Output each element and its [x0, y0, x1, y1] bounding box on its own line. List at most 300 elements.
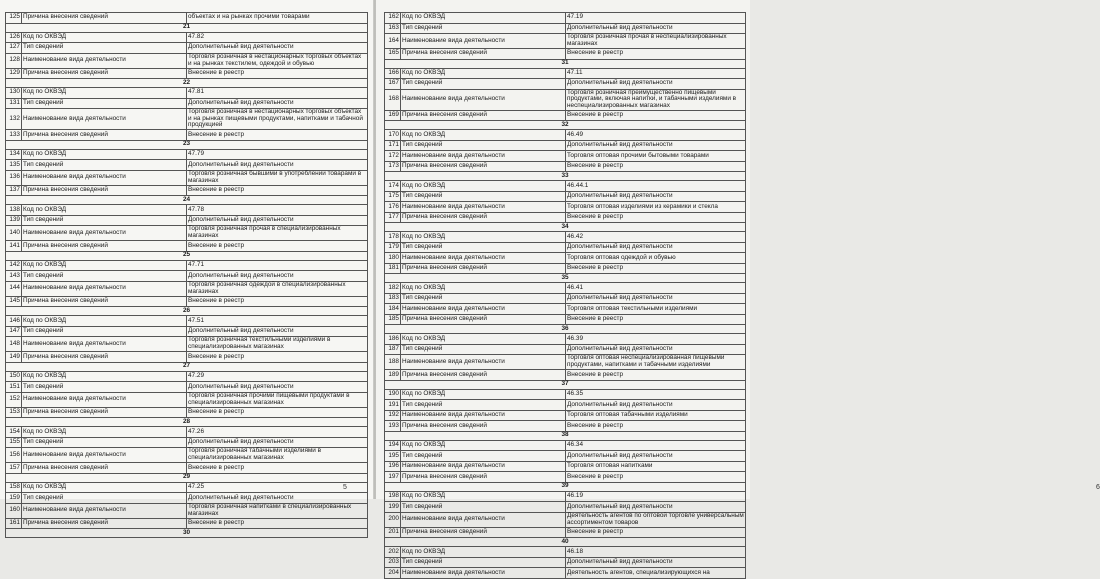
- field-value: Внесение в реестр: [566, 421, 746, 432]
- table-row: [385, 191, 746, 202]
- field-value: Внесение в реестр: [566, 527, 746, 538]
- field-label: Причина внесения сведений: [22, 241, 187, 252]
- field-label: Код по ОКВЭД: [22, 316, 187, 327]
- row-number: 170: [385, 130, 401, 141]
- field-label: Наименование вида деятельности: [22, 448, 187, 463]
- section-header-row: [6, 23, 368, 32]
- row-number: 185: [385, 314, 401, 325]
- row-number: 149: [6, 352, 22, 363]
- section-header-row: [385, 274, 746, 283]
- table-row: [385, 314, 746, 325]
- field-value: Дополнительный вид деятельности: [187, 326, 368, 337]
- section-header-row: [385, 223, 746, 232]
- table-row: [385, 202, 746, 213]
- table-row: [6, 427, 368, 438]
- field-value: Торговля розничная текстильными изделиями в специализированных магазинах: [187, 337, 368, 352]
- field-label: Тип сведений: [401, 400, 566, 411]
- field-label: Причина внесения сведений: [22, 352, 187, 363]
- field-label: Причина внесения сведений: [401, 49, 566, 60]
- table-row: [385, 232, 746, 243]
- field-label: Код по ОКВЭД: [22, 32, 187, 43]
- section-number: 34: [385, 223, 746, 232]
- field-value: 47.51: [187, 316, 368, 327]
- table-row: [385, 410, 746, 421]
- field-value: Дополнительный вид деятельности: [566, 191, 746, 202]
- table-row: [6, 241, 368, 252]
- table-row: [6, 326, 368, 337]
- field-label: Наименование вида деятельности: [401, 410, 566, 421]
- row-number: 142: [6, 260, 22, 271]
- field-value: 47.81: [187, 88, 368, 99]
- row-number: 161: [6, 518, 22, 529]
- row-number: 181: [385, 263, 401, 274]
- row-number: 184: [385, 304, 401, 315]
- row-number: 168: [385, 89, 401, 110]
- field-label: Тип сведений: [22, 382, 187, 393]
- table-row: [385, 400, 746, 411]
- table-row: [6, 448, 368, 463]
- section-number: 36: [385, 325, 746, 334]
- row-number: 204: [385, 568, 401, 579]
- page-left: [0, 0, 374, 536]
- row-number: 140: [6, 226, 22, 241]
- table-row: [6, 407, 368, 418]
- row-number: 136: [6, 170, 22, 185]
- field-label: Код по ОКВЭД: [401, 181, 566, 192]
- field-label: Наименование вида деятельности: [401, 461, 566, 472]
- table-row: [385, 151, 746, 162]
- row-number: 164: [385, 34, 401, 49]
- field-label: Тип сведений: [22, 215, 187, 226]
- field-label: Тип сведений: [401, 191, 566, 202]
- field-label: Наименование вида деятельности: [22, 281, 187, 296]
- field-label: Код по ОКВЭД: [401, 283, 566, 294]
- row-number: 191: [385, 400, 401, 411]
- field-value: Внесение в реестр: [187, 352, 368, 363]
- row-number: 145: [6, 296, 22, 307]
- table-row: [385, 68, 746, 79]
- field-label: Тип сведений: [401, 23, 566, 34]
- field-value: Дополнительный вид деятельности: [566, 140, 746, 151]
- row-number: 146: [6, 316, 22, 327]
- field-value: Торговля оптовая изделиями из керамики и стекла: [566, 202, 746, 213]
- field-value: Внесение в реестр: [566, 370, 746, 381]
- section-header-row: [6, 251, 368, 260]
- row-number: 130: [6, 88, 22, 99]
- field-label: Тип сведений: [401, 451, 566, 462]
- row-number: 150: [6, 371, 22, 382]
- field-value: Торговля оптовая неспециализированная пищевыми продуктами, напитками и табачными изделиями: [566, 355, 746, 370]
- table-row: [385, 49, 746, 60]
- field-value: Внесение в реестр: [566, 472, 746, 483]
- table-row: [385, 140, 746, 151]
- table-row: [385, 547, 746, 558]
- page-number: 5: [343, 484, 347, 491]
- field-value: Дополнительный вид деятельности: [566, 23, 746, 34]
- field-value: 46.42: [566, 232, 746, 243]
- field-value: Дополнительный вид деятельности: [566, 451, 746, 462]
- field-value: 46.18: [566, 547, 746, 558]
- row-number: 158: [6, 482, 22, 493]
- row-number: 192: [385, 410, 401, 421]
- field-value: Торговля розничная прочая в неспециализированных магазинах: [566, 34, 746, 49]
- field-value: Дополнительный вид деятельности: [187, 160, 368, 171]
- section-header-row: [6, 140, 368, 149]
- field-value: Внесение в реестр: [187, 130, 368, 141]
- field-label: Код по ОКВЭД: [401, 389, 566, 400]
- row-number: 154: [6, 427, 22, 438]
- section-number: 27: [6, 362, 368, 371]
- section-header-row: [6, 307, 368, 316]
- field-label: Тип сведений: [401, 242, 566, 253]
- row-number: 162: [385, 13, 401, 24]
- table-row: [385, 491, 746, 502]
- field-value: 47.78: [187, 205, 368, 216]
- field-label: Причина внесения сведений: [401, 212, 566, 223]
- field-label: Код по ОКВЭД: [401, 547, 566, 558]
- row-number: 147: [6, 326, 22, 337]
- section-header-row: [6, 529, 368, 538]
- field-label: Причина внесения сведений: [401, 314, 566, 325]
- field-label: Причина внесения сведений: [22, 185, 187, 196]
- row-number: 135: [6, 160, 22, 171]
- section-header-row: [6, 196, 368, 205]
- section-number: 25: [6, 251, 368, 260]
- section-number: 22: [6, 79, 368, 88]
- row-number: 178: [385, 232, 401, 243]
- table-row: [385, 344, 746, 355]
- table-row: [6, 130, 368, 141]
- field-value: 46.41: [566, 283, 746, 294]
- field-value: 46.35: [566, 389, 746, 400]
- field-value: 46.39: [566, 334, 746, 345]
- row-number: 198: [385, 491, 401, 502]
- field-value: Деятельность агентов, специализирующихся на: [566, 568, 746, 579]
- row-number: 176: [385, 202, 401, 213]
- field-value: Дополнительный вид деятельности: [566, 79, 746, 90]
- table-row: [385, 527, 746, 538]
- table-row: [6, 482, 368, 493]
- row-number: 131: [6, 98, 22, 109]
- field-label: Наименование вида деятельности: [401, 355, 566, 370]
- row-number: 188: [385, 355, 401, 370]
- field-label: Наименование вида деятельности: [22, 392, 187, 407]
- field-label: Тип сведений: [22, 271, 187, 282]
- row-number: 127: [6, 43, 22, 54]
- field-label: Тип сведений: [401, 344, 566, 355]
- field-value: Внесение в реестр: [187, 296, 368, 307]
- row-number: 160: [6, 503, 22, 518]
- row-number: 141: [6, 241, 22, 252]
- field-value: 47.11: [566, 68, 746, 79]
- row-number: 180: [385, 253, 401, 264]
- field-label: Причина внесения сведений: [22, 463, 187, 474]
- field-value: Внесение в реестр: [566, 314, 746, 325]
- row-number: 134: [6, 149, 22, 160]
- field-value: 46.49: [566, 130, 746, 141]
- field-value: Дополнительный вид деятельности: [566, 400, 746, 411]
- row-number: 155: [6, 437, 22, 448]
- section-header-row: [6, 79, 368, 88]
- field-label: Наименование вида деятельности: [22, 109, 187, 130]
- field-value: 47.79: [187, 149, 368, 160]
- table-row: [385, 181, 746, 192]
- section-header-row: [6, 418, 368, 427]
- field-label: Наименование вида деятельности: [401, 512, 566, 527]
- table-row: [385, 370, 746, 381]
- table-row: [6, 271, 368, 282]
- table-row: [6, 98, 368, 109]
- table-row: [6, 53, 368, 68]
- row-number: 129: [6, 68, 22, 79]
- section-header-row: [6, 473, 368, 482]
- table-row: [6, 215, 368, 226]
- field-value: Торговля розничная прочими пищевыми продуктами в специализированных магазинах: [187, 392, 368, 407]
- field-value: Дополнительный вид деятельности: [187, 43, 368, 54]
- row-number: 179: [385, 242, 401, 253]
- section-number: 35: [385, 274, 746, 283]
- table-row: [6, 382, 368, 393]
- table-row: [385, 334, 746, 345]
- row-number: 143: [6, 271, 22, 282]
- row-number: 175: [385, 191, 401, 202]
- register-table-right: [384, 12, 746, 579]
- field-label: Тип сведений: [22, 98, 187, 109]
- row-number: 196: [385, 461, 401, 472]
- field-value: 47.29: [187, 371, 368, 382]
- section-header-row: [385, 59, 746, 68]
- field-label: Тип сведений: [22, 43, 187, 54]
- row-number: 159: [6, 493, 22, 504]
- table-row: [6, 13, 368, 24]
- row-number: 189: [385, 370, 401, 381]
- row-number: 202: [385, 547, 401, 558]
- section-number: 32: [385, 121, 746, 130]
- table-row: [385, 557, 746, 568]
- field-label: Тип сведений: [22, 326, 187, 337]
- field-label: Наименование вида деятельности: [22, 337, 187, 352]
- field-value: Дополнительный вид деятельности: [566, 502, 746, 513]
- table-row: [6, 160, 368, 171]
- field-label: Код по ОКВЭД: [401, 68, 566, 79]
- row-number: 153: [6, 407, 22, 418]
- row-number: 139: [6, 215, 22, 226]
- row-number: 133: [6, 130, 22, 141]
- field-label: Код по ОКВЭД: [401, 491, 566, 502]
- table-row: [385, 253, 746, 264]
- table-row: [6, 88, 368, 99]
- table-row: [385, 161, 746, 172]
- row-number: 199: [385, 502, 401, 513]
- table-row: [385, 304, 746, 315]
- row-number: 182: [385, 283, 401, 294]
- table-row: [385, 242, 746, 253]
- field-label: Код по ОКВЭД: [401, 334, 566, 345]
- field-label: Тип сведений: [22, 437, 187, 448]
- table-row: [385, 34, 746, 49]
- row-number: 165: [385, 49, 401, 60]
- page-number: 6: [1096, 484, 1100, 491]
- row-number: 172: [385, 151, 401, 162]
- row-number: 201: [385, 527, 401, 538]
- field-value: Дополнительный вид деятельности: [566, 557, 746, 568]
- field-value: 47.82: [187, 32, 368, 43]
- field-label: Наименование вида деятельности: [401, 89, 566, 110]
- table-row: [385, 293, 746, 304]
- row-number: 144: [6, 281, 22, 296]
- field-label: Причина внесения сведений: [22, 518, 187, 529]
- field-label: Тип сведений: [401, 502, 566, 513]
- table-row: [6, 337, 368, 352]
- field-label: Причина внесения сведений: [401, 161, 566, 172]
- field-value: Внесение в реестр: [187, 518, 368, 529]
- table-row: [6, 149, 368, 160]
- field-value: Внесение в реестр: [187, 241, 368, 252]
- table-row: [385, 13, 746, 24]
- field-value: Дополнительный вид деятельности: [187, 215, 368, 226]
- row-number: 125: [6, 13, 22, 24]
- table-row: [385, 472, 746, 483]
- row-number: 177: [385, 212, 401, 223]
- field-label: Причина внесения сведений: [22, 130, 187, 141]
- field-value: 47.26: [187, 427, 368, 438]
- field-value: Деятельность агентов по оптовой торговле универсальным ассортиментом товаров: [567, 511, 744, 526]
- field-value: Дополнительный вид деятельности: [187, 271, 368, 282]
- field-value: 47.25: [187, 482, 368, 493]
- field-label: Код по ОКВЭД: [22, 371, 187, 382]
- row-number: 195: [385, 451, 401, 462]
- field-value: 46.19: [566, 491, 746, 502]
- row-number: 148: [6, 337, 22, 352]
- field-label: Наименование вида деятельности: [401, 151, 566, 162]
- field-value: Дополнительный вид деятельности: [187, 382, 368, 393]
- field-value: 46.34: [566, 440, 746, 451]
- section-header-row: [385, 538, 746, 547]
- row-number: 183: [385, 293, 401, 304]
- field-label: Тип сведений: [401, 557, 566, 568]
- field-value: Дополнительный вид деятельности: [187, 493, 368, 504]
- field-value: Дополнительный вид деятельности: [187, 437, 368, 448]
- table-row: [385, 263, 746, 274]
- table-row: [6, 296, 368, 307]
- table-row: [6, 518, 368, 529]
- row-number: 137: [6, 185, 22, 196]
- field-value: Внесение в реестр: [566, 110, 746, 121]
- row-number: 197: [385, 472, 401, 483]
- field-label: Причина внесения сведений: [22, 13, 187, 24]
- field-label: Причина внесения сведений: [401, 527, 566, 538]
- field-label: Код по ОКВЭД: [401, 440, 566, 451]
- section-number: 21: [6, 23, 368, 32]
- field-value: Внесение в реестр: [187, 185, 368, 196]
- row-number: 174: [385, 181, 401, 192]
- field-value: Внесение в реестр: [187, 407, 368, 418]
- field-label: Причина внесения сведений: [22, 407, 187, 418]
- field-label: Тип сведений: [22, 493, 187, 504]
- table-row: [6, 170, 368, 185]
- row-number: 187: [385, 344, 401, 355]
- field-label: Код по ОКВЭД: [401, 232, 566, 243]
- section-header-row: [385, 431, 746, 440]
- row-number: 152: [6, 392, 22, 407]
- table-row: [6, 205, 368, 216]
- table-row: [6, 260, 368, 271]
- section-number: 39: [385, 482, 746, 491]
- table-row: [385, 89, 746, 110]
- field-value: Торговля розничная одеждой в специализированных магазинах: [187, 281, 368, 296]
- field-label: Тип сведений: [401, 79, 566, 90]
- field-label: Причина внесения сведений: [401, 472, 566, 483]
- row-number: 203: [385, 557, 401, 568]
- field-value: 47.19: [566, 13, 746, 24]
- table-row: [385, 212, 746, 223]
- section-number: 40: [385, 538, 746, 547]
- table-row: [385, 461, 746, 472]
- section-header-row: [385, 380, 746, 389]
- field-label: Причина внесения сведений: [401, 110, 566, 121]
- table-row: [6, 503, 368, 518]
- row-number: 138: [6, 205, 22, 216]
- row-number: 193: [385, 421, 401, 432]
- table-row: [6, 226, 368, 241]
- table-row: [6, 352, 368, 363]
- field-value: Внесение в реестр: [566, 263, 746, 274]
- field-value: 47.71: [187, 260, 368, 271]
- section-number: 31: [385, 59, 746, 68]
- section-number: 24: [6, 196, 368, 205]
- field-label: Наименование вида деятельности: [401, 34, 566, 49]
- row-number: 169: [385, 110, 401, 121]
- field-label: Причина внесения сведений: [22, 296, 187, 307]
- field-value: Внесение в реестр: [187, 463, 368, 474]
- table-row: [385, 355, 746, 370]
- field-label: Код по ОКВЭД: [22, 88, 187, 99]
- field-value: 46.44.1: [566, 181, 746, 192]
- field-value: Дополнительный вид деятельности: [566, 293, 746, 304]
- table-row: [6, 185, 368, 196]
- field-label: Код по ОКВЭД: [22, 482, 187, 493]
- section-number: 30: [6, 529, 368, 538]
- table-row: [385, 451, 746, 462]
- table-row: [6, 68, 368, 79]
- row-number: 186: [385, 334, 401, 345]
- row-number: 200: [385, 512, 401, 527]
- field-label: Наименование вида деятельности: [401, 253, 566, 264]
- field-value: Дополнительный вид деятельности: [566, 344, 746, 355]
- field-value: Дополнительный вид деятельности: [566, 242, 746, 253]
- field-value: Торговля розничная прочая в специализированных магазинах: [187, 226, 368, 241]
- row-number: 151: [6, 382, 22, 393]
- field-value: Торговля оптовая прочими бытовыми товарами: [566, 151, 746, 162]
- field-value: Торговля розничная преимущественно пищевыми продуктами, включая напитки, и табачными изделиями в неспециализированных магазинах: [566, 89, 746, 110]
- table-row: [6, 371, 368, 382]
- row-number: 163: [385, 23, 401, 34]
- row-number: 128: [6, 53, 22, 68]
- field-label: Наименование вида деятельности: [22, 503, 187, 518]
- field-label: Код по ОКВЭД: [22, 149, 187, 160]
- table-row: [385, 389, 746, 400]
- section-number: 28: [6, 418, 368, 427]
- row-number: 194: [385, 440, 401, 451]
- table-row: [385, 130, 746, 141]
- table-row: [385, 283, 746, 294]
- register-table-left: [5, 12, 368, 538]
- field-value: Внесение в реестр: [187, 68, 368, 79]
- field-label: Причина внесения сведений: [401, 421, 566, 432]
- row-number: 173: [385, 161, 401, 172]
- row-number: 126: [6, 32, 22, 43]
- field-value: Торговля розничная табачными изделиями в специализированных магазинах: [187, 448, 368, 463]
